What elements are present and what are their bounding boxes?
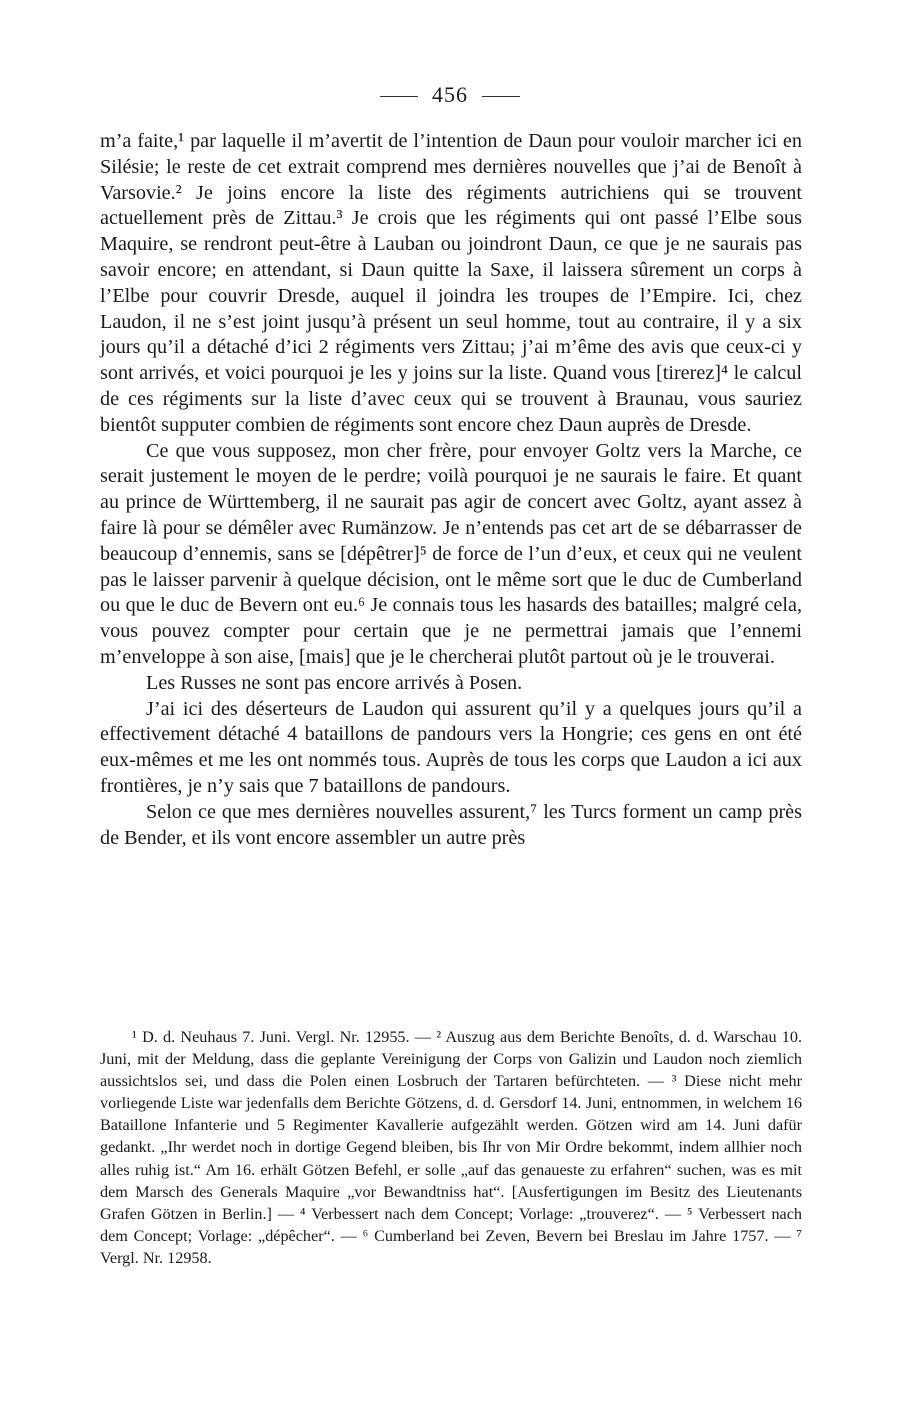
page-header <box>0 82 900 108</box>
header-rule-right <box>482 96 520 97</box>
paragraph: J’ai ici des déserteurs de Laudon qui assurent qu’il y a quelques jours qu’il a effectivement détaché 4 bataillons de pandours vers la Hongrie; ces gens en ont été eux-mêmes et me les ont nommés tous. Auprès de tous les corps que Laudon a ici aux frontières, je n’y sais que 7 bataillons de pandours. <box>100 697 802 797</box>
header-rule-left <box>380 96 418 97</box>
paragraph: Ce que vous supposez, mon cher frère, pour envoyer Goltz vers la Marche, ce serait justement le moyen de le perdre; voilà pourquoi je ne saurais le faire. Et quant au prince de Württemberg, il ne saurait pas agir de concert avec Goltz, ayant assez à faire là pour se démêler avec Rumänzow. Je n’entends pas cet art de se débarrasser de beaucoup d’ennemis, sans se [dépêtrer]⁵ de force de l’un d’eux, et ceux qui ne veulent pas le laisser parvenir à quelque décision, ont le même sort que le duc de Cumberland ou que le duc de Bevern ont eu.⁶ Je connais tous les hasards des batailles; malgré cela, vous pouvez compter pour certain que je ne permettrai jamais que l’ennemi m’enveloppe à son aise, [mais] que je le chercherai plutôt partout où je le trouverai. <box>100 439 802 668</box>
main-text <box>100 129 802 851</box>
footnote-block: ¹ D. d. Neuhaus 7. Juni. Vergl. Nr. 12955. — ² Auszug aus dem Berichte Benoîts, d. d. Warschau 10. Juni, mit der Meldung, dass die geplante Vereinigung der Corps von Galizin und Laudon noch ziemlich aussichtslos sei, und dass die Polen einen Losbruch der Tartaren befürchteten. — ³ Diese nicht mehr vorliegende Liste war jedenfalls dem Berichte Götzens, d. d. Gersdorf 14. Juni, entnommen, in welchem 16 Bataillone Infanterie und 5 Regimenter Kavallerie aufgezählt werden. Götzen wird am 14. Juni dafür gedankt. „Ihr werdet noch in dortige Gegend bleiben, bis Ihr von Mir Ordre bekommt, indem allhier noch alles ruhig ist.“ Am 16. erhält Götzen Befehl, er solle „auf das genaueste zu erfahren“ suchen, was es mit dem Marsch des Generals Maquire „vor Bewandtniss hat“. [Ausfertigungen im Besitz des Lieutenants Grafen Götzen in Berlin.] — ⁴ Verbessert nach dem Concept; Vorlage: „trouverez“. — ⁵ Verbessert nach dem Concept; Vorlage: „dépêcher“. — ⁶ Cumberland bei Zeven, Bevern bei Breslau im Jahre 1757. — ⁷ Vergl. Nr. 12958. <box>100 1028 802 1267</box>
paragraph: m’a faite,¹ par laquelle il m’avertit de l’intention de Daun pour vouloir marcher ici en Silésie; le reste de cet extrait comprend mes dernières nouvelles que j’ai de Benoît à Varsovie.² Je joins encore la liste des régiments autrichiens qui se trouvent actuellement près de Zittau.³ Je crois que les régiments qui ont passé l’Elbe sous Maquire, se rendront peut-être à Lauban ou joindront Daun, ce que je ne saurais pas savoir encore; en attendant, si Daun quitte la Saxe, il laissera sûrement un corps à l’Elbe pour couvrir Dresde, auquel il joindra les troupes de l’Empire. Ici, chez Laudon, il ne s’est joint jusqu’à présent un seul homme, tout au contraire, il y a six jours qu’il a détaché d’ici 2 régiments vers Zittau; j’ai m’ême des avis que ceux-ci y sont arrivés, et voici pourquoi je les y joins sur la liste. Quand vous [tirerez]⁴ le calcul de ces régiments sur la liste d’avec ceux qui se trouvent à Braunau, vous sauriez bientôt supputer combien de régiments sont encore chez Daun auprès de Dresde. <box>100 130 802 436</box>
footnotes <box>100 1026 802 1269</box>
paragraph: Selon ce que mes dernières nouvelles assurent,⁷ les Turcs forment un camp près de Bender, et ils vont encore assembler un autre près <box>100 800 802 849</box>
paragraph: Les Russes ne sont pas encore arrivés à Posen. <box>146 671 523 694</box>
page-number: 456 <box>432 82 468 107</box>
